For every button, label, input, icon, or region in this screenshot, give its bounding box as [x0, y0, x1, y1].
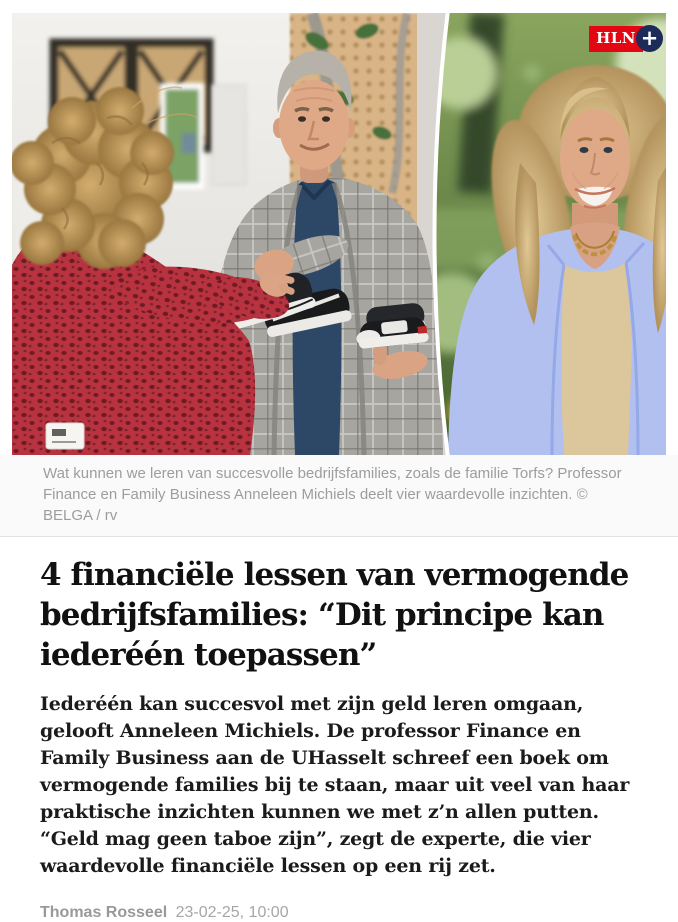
hln-plus-logo[interactable]	[589, 25, 663, 52]
framed-pictures	[160, 83, 246, 189]
hero-photo-illustration	[12, 13, 666, 455]
article-intro: Iederéén kan succesvol met zijn geld leren omgaan, gelooft Anneleen Michiels. De professor Finance en Family Business aan de UHasselt schreef een boek om vermogende families bij te staan, maar uit veel van haar praktische inzichten kunnen we met z’n allen putten. “Geld mag geen taboe zijn”, zegt de experte, die vier waardevolle financiële lessen op een rij zet.	[40, 693, 630, 877]
author-name: Thomas Rosseel	[40, 904, 168, 921]
caption-text: Wat kunnen we leren van succesvolle bedrijfsfamilies, zoals de familie Torfs? Professor Finance en Family Business Anneleen Michiels deelt vier waardevolle inzichten.	[43, 465, 622, 503]
photo-left-store-scene	[12, 13, 472, 455]
headline-line-3: iederéén toepassen”	[40, 637, 377, 673]
hero-figure	[0, 13, 678, 537]
headline-line-1: 4 financiële lessen van vermogende	[40, 557, 629, 593]
photo-credit: © BELGA / rv	[43, 486, 588, 524]
article-headline	[40, 555, 638, 675]
hln-logo-text: HLN	[589, 26, 643, 52]
hero-image	[12, 13, 666, 455]
plus-icon: +	[636, 25, 663, 52]
headline-line-2: bedrijfsfamilies: “Dit principe kan	[40, 597, 604, 633]
byline	[40, 904, 638, 922]
photo-caption	[0, 455, 678, 537]
photo-right-portrait	[406, 13, 666, 455]
publish-datetime: 23-02-25, 10:00	[175, 904, 289, 921]
article-body	[0, 555, 678, 922]
price-tag	[46, 423, 84, 449]
